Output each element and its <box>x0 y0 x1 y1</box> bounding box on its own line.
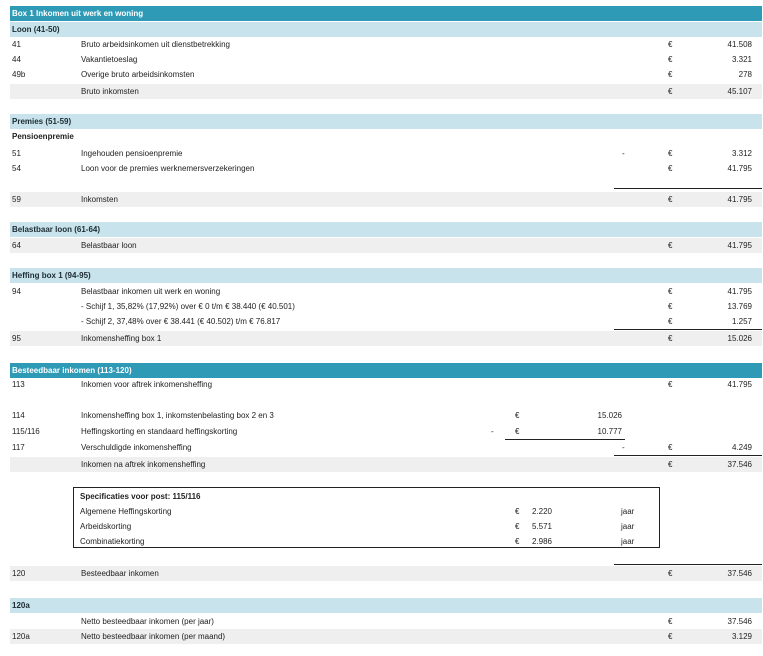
minus-sign: - <box>491 427 494 436</box>
specification-item <box>80 504 654 519</box>
row-code: 113 <box>12 380 25 389</box>
currency-symbol: € <box>668 443 673 452</box>
row-description: Heffingskorting en standaard heffingskorting <box>81 427 238 436</box>
row-description: Bruto arbeidsinkomen uit dienstbetrekking <box>81 40 230 49</box>
subsection-label: Pensioenpremie <box>12 132 74 141</box>
row-description: Vakantietoeslag <box>81 55 138 64</box>
row-description: Loon voor de premies werknemersverzekeringen <box>81 164 255 173</box>
currency-symbol: € <box>515 411 520 420</box>
section-header-heffing <box>10 268 762 283</box>
row-description: Bruto inkomsten <box>81 87 139 96</box>
row-description: Besteedbaar inkomen <box>81 569 159 578</box>
row-code: 114 <box>12 411 25 420</box>
row-description: Belastbaar loon <box>81 241 137 250</box>
row-amount: 45.107 <box>727 87 752 96</box>
row-amount: 10.777 <box>597 427 622 436</box>
table-row <box>10 161 762 176</box>
table-row <box>10 146 762 161</box>
row-code: 54 <box>12 164 21 173</box>
row-code: 44 <box>12 55 21 64</box>
row-code: 120a <box>12 632 30 641</box>
table-row <box>10 408 762 423</box>
specification-item <box>80 519 654 534</box>
specification-unit: jaar <box>621 507 635 516</box>
section-header-label: Belastbaar loon (61-64) <box>12 225 101 234</box>
row-amount: 3.129 <box>731 632 752 641</box>
row-description: Netto besteedbaar inkomen (per jaar) <box>81 617 214 626</box>
specification-box <box>73 487 660 548</box>
currency-symbol: € <box>515 522 520 531</box>
total-row <box>10 629 762 644</box>
specification-amount: 2.220 <box>531 507 552 516</box>
row-description: Inkomensheffing box 1, inkomstenbelasting box 2 en 3 <box>81 411 274 420</box>
row-code: 115/116 <box>12 427 40 436</box>
row-description: Netto besteedbaar inkomen (per maand) <box>81 632 226 641</box>
total-row <box>10 331 762 346</box>
total-row <box>10 238 762 253</box>
row-code: 64 <box>12 241 21 250</box>
row-code: 41 <box>12 40 21 49</box>
subsection-header <box>10 129 762 144</box>
row-description: Verschuldigde inkomensheffing <box>81 443 192 452</box>
total-row <box>10 84 762 99</box>
row-code: 94 <box>12 287 21 296</box>
row-amount: 15.026 <box>727 334 752 343</box>
row-amount: 41.795 <box>727 241 752 250</box>
row-description: Belastbaar inkomen uit werk en woning <box>81 287 221 296</box>
row-amount: 15.026 <box>597 411 622 420</box>
currency-symbol: € <box>668 87 673 96</box>
currency-symbol: € <box>515 507 520 516</box>
row-amount: 3.312 <box>731 149 752 158</box>
specification-label: Algemene Heffingskorting <box>80 507 172 516</box>
currency-symbol: € <box>668 287 673 296</box>
currency-symbol: € <box>668 164 673 173</box>
table-row <box>10 377 762 392</box>
currency-symbol: € <box>668 617 673 626</box>
specification-label: Arbeidskorting <box>80 522 132 531</box>
table-row <box>10 37 762 52</box>
row-amount: 3.321 <box>731 55 752 64</box>
currency-symbol: € <box>668 380 673 389</box>
currency-symbol: € <box>668 334 673 343</box>
minus-sign: - <box>622 149 625 158</box>
sum-line <box>614 188 762 189</box>
total-row <box>10 457 762 472</box>
table-row <box>10 284 762 299</box>
currency-symbol: € <box>668 55 673 64</box>
row-code: 117 <box>12 443 25 452</box>
specification-amount: 5.571 <box>531 522 552 531</box>
table-row <box>10 614 762 629</box>
table-row <box>10 314 762 329</box>
specification-label: Combinatiekorting <box>80 537 145 546</box>
currency-symbol: € <box>668 317 673 326</box>
row-description: Inkomen voor aftrek inkomensheffing <box>81 380 213 389</box>
section-header-loon <box>10 22 762 37</box>
row-description: Inkomsten <box>81 195 118 204</box>
row-amount: 41.508 <box>727 40 752 49</box>
currency-symbol: € <box>668 632 673 641</box>
table-row <box>10 52 762 67</box>
section-header-besteedbaar <box>10 363 762 378</box>
row-amount: 13.769 <box>727 302 752 311</box>
row-amount: 37.546 <box>727 617 752 626</box>
currency-symbol: € <box>668 70 673 79</box>
specification-item <box>80 534 654 549</box>
section-header-label: Loon (41-50) <box>12 25 60 34</box>
row-description: - Schijf 1, 35,82% (17,92%) over € 0 t/m € 38.440 (€ 40.501) <box>81 302 295 311</box>
section-title-box1 <box>10 6 762 21</box>
specification-unit: jaar <box>621 522 635 531</box>
row-description: Overige bruto arbeidsinkomsten <box>81 70 195 79</box>
row-code: 49b <box>12 70 26 79</box>
minus-sign: - <box>622 443 625 452</box>
row-description: Inkomensheffing box 1 <box>81 334 162 343</box>
section-header-premies <box>10 114 762 129</box>
sum-line <box>614 564 762 565</box>
row-amount: 41.795 <box>727 380 752 389</box>
table-row <box>10 67 762 82</box>
row-amount: 278 <box>738 70 752 79</box>
row-code: 51 <box>12 149 21 158</box>
table-row <box>10 299 762 314</box>
currency-symbol: € <box>668 241 673 250</box>
sum-line <box>614 329 762 330</box>
row-amount: 41.795 <box>727 164 752 173</box>
specification-unit: jaar <box>621 537 635 546</box>
currency-symbol: € <box>668 460 673 469</box>
row-description: - Schijf 2, 37,48% over € 38.441 (€ 40.502) t/m € 76.817 <box>81 317 281 326</box>
specification-amount: 2.986 <box>531 537 552 546</box>
row-description: Inkomen na aftrek inkomensheffing <box>81 460 206 469</box>
section-header-netto <box>10 598 762 613</box>
currency-symbol: € <box>515 537 520 546</box>
currency-symbol: € <box>668 149 673 158</box>
total-row <box>10 566 762 581</box>
specification-title: Specificaties voor post: 115/116 <box>80 492 201 501</box>
row-code: 59 <box>12 195 21 204</box>
section-header-label: Besteedbaar inkomen (113-120) <box>12 366 132 375</box>
row-amount: 4.249 <box>731 443 752 452</box>
currency-symbol: € <box>668 195 673 204</box>
table-row <box>10 424 762 439</box>
row-amount: 37.546 <box>727 460 752 469</box>
specification-title-row <box>80 489 654 504</box>
row-code: 95 <box>12 334 21 343</box>
table-row <box>10 440 762 455</box>
row-code: 120 <box>12 569 26 578</box>
currency-symbol: € <box>668 40 673 49</box>
section-header-belastbaar <box>10 222 762 237</box>
currency-symbol: € <box>668 302 673 311</box>
row-amount: 37.546 <box>727 569 752 578</box>
row-amount: 41.795 <box>727 287 752 296</box>
row-amount: 1.257 <box>731 317 752 326</box>
section-header-label: 120a <box>12 601 30 610</box>
row-description: Ingehouden pensioenpremie <box>81 149 183 158</box>
row-amount: 41.795 <box>727 195 752 204</box>
section-header-label: Heffing box 1 (94-95) <box>12 271 91 280</box>
section-title: Box 1 Inkomen uit werk en woning <box>12 9 144 18</box>
sum-line <box>614 455 762 456</box>
currency-symbol: € <box>668 569 673 578</box>
section-header-label: Premies (51-59) <box>12 117 72 126</box>
currency-symbol: € <box>515 427 520 436</box>
total-row <box>10 192 762 207</box>
